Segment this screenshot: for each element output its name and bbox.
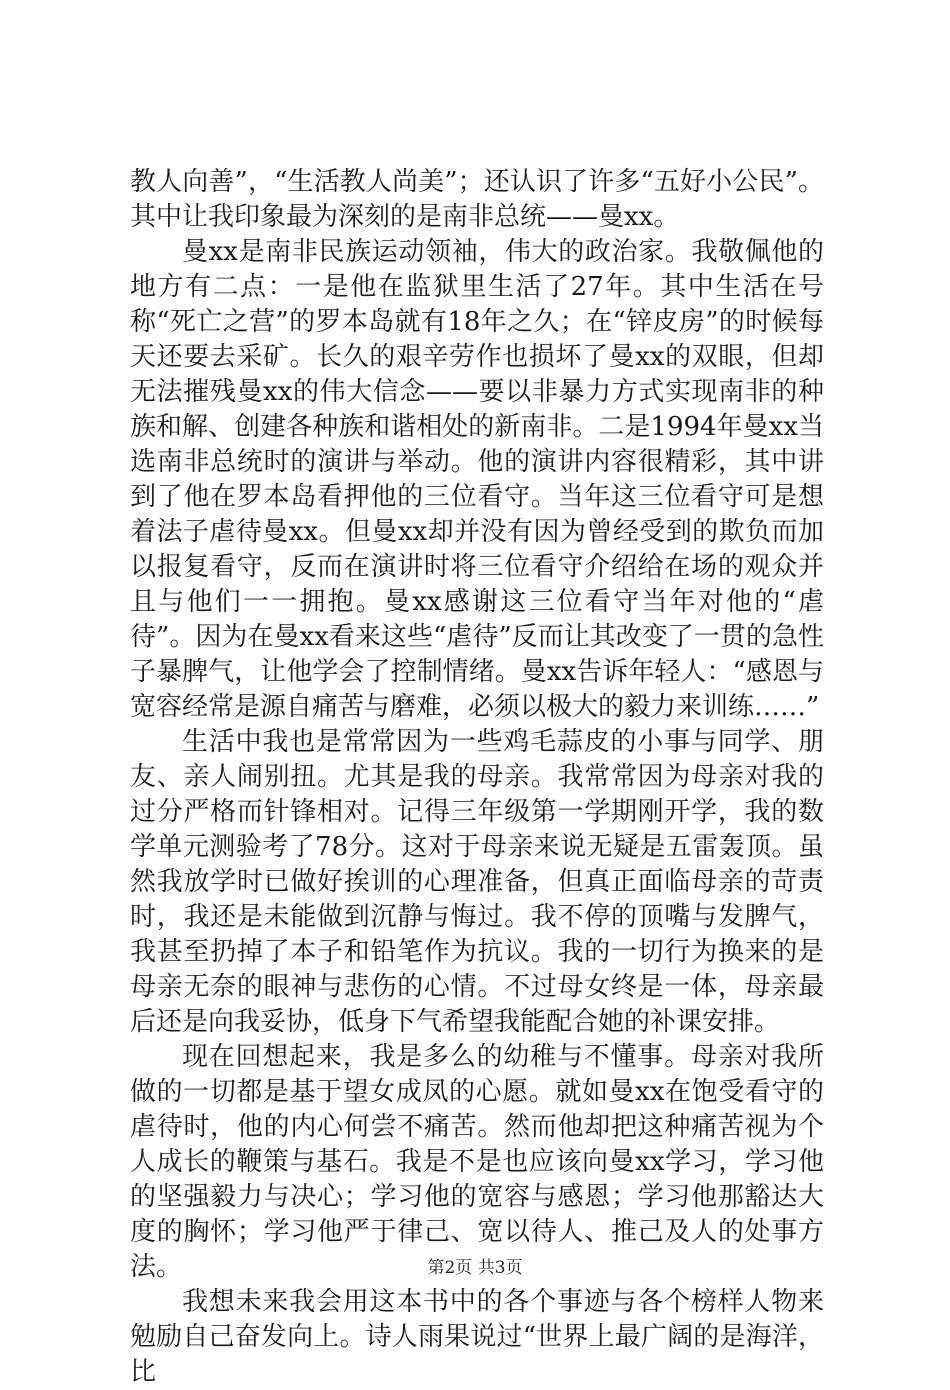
paragraph-5: 我想未来我会用这本书中的各个事迹与各个榜样人物来勉励自己奋发向上。诗人雨果说过“世界上最广阔的是海洋，比 xyxy=(130,1287,824,1387)
paragraph-4: 现在回想起来，我是多么的幼稚与不懂事。母亲对我所做的一切都是基于望女成凤的心愿。就如曼xx在饱受看守的虐待时，他的内心何尝不痛苦。然而他却把这种痛苦视为个人成长的鞭策与基石。我是不是也应该向曼xx学习，学习他的坚强毅力与决心；学习他的宽容与感恩；学习他那豁达大度的胸怀；学习他严于律己、宽以待人、推己及人的处事方法。 xyxy=(130,1042,824,1282)
paragraph-1: 教人向善”，“生活教人尚美”；还认识了许多“五好小公民”。其中让我印象最为深刻的是南非总统——曼xx。 xyxy=(130,167,824,232)
paragraph-2: 曼xx是南非民族运动领袖，伟大的政治家。我敬佩他的地方有二点：一是他在监狱里生活了27年。其中生活在号称“死亡之营”的罗本岛就有18年之久；在“锌皮房”的时候每天还要去采矿。长久的艰辛劳作也损坏了曼xx的双眼，但却无法摧残曼xx的伟大信念——要以非暴力方式实现南非的种族和解、创建各种族和谐相处的新南非。二是1994年曼xx当选南非总统时的演讲与举动。他的演讲内容很精彩，其中讲到了他在罗本岛看押他的三位看守。当年这三位看守可是想着法子虐待曼xx。但曼xx却并没有因为曾经受到的欺负而加以报复看守，反而在演讲时将三位看守介绍给在场的观众并且与他们一一拥抱。曼xx感谢这三位看守当年对他的“虐待”。因为在曼xx看来这些“虐待”反而让其改变了一贯的急性子暴脾气，让他学会了控制情绪。曼xx告诉年轻人：“感恩与宽容经常是源自痛苦与磨难，必须以极大的毅力来训练……” xyxy=(130,237,824,722)
paragraph-3: 生活中我也是常常因为一些鸡毛蒜皮的小事与同学、朋友、亲人闹别扭。尤其是我的母亲。我常常因为母亲对我的过分严格而针锋相对。记得三年级第一学期刚开学，我的数学单元测验考了78分。这对于母亲来说无疑是五雷轰顶。虽然我放学时已做好挨训的心理准备，但真正面临母亲的苛责时，我还是未能做到沉静与悔过。我不停的顶嘴与发脾气，我甚至扔掉了本子和铅笔作为抗议。我的一切行为换来的是母亲无奈的眼神与悲伤的心情。不过母女终是一体，母亲最后还是向我妥协，低身下气希望我能配合她的补课安排。 xyxy=(130,727,824,1037)
page-footer xyxy=(0,1253,950,1278)
body-text xyxy=(130,165,824,1390)
page-number: 第2页 共3页 xyxy=(427,1258,523,1278)
